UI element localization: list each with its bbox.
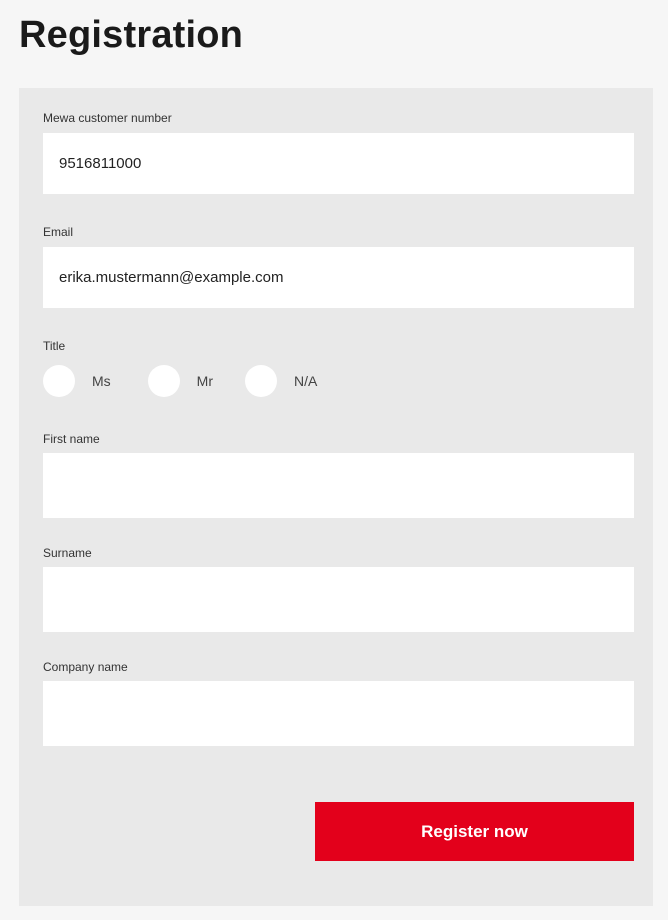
radio-mr-label: Mr bbox=[196, 373, 213, 389]
customer-number-label: Mewa customer number bbox=[43, 111, 172, 125]
surname-label: Surname bbox=[43, 546, 92, 560]
company-name-label: Company name bbox=[43, 660, 128, 674]
title-option-na[interactable] bbox=[245, 365, 317, 397]
radio-mr-circle-icon[interactable] bbox=[148, 365, 180, 397]
radio-ms-circle-icon[interactable] bbox=[43, 365, 75, 397]
first-name-label: First name bbox=[43, 432, 100, 446]
company-name-input[interactable] bbox=[43, 681, 634, 746]
email-input[interactable] bbox=[43, 247, 634, 308]
registration-form-panel bbox=[19, 88, 653, 906]
title-label: Title bbox=[43, 339, 66, 353]
customer-number-input[interactable] bbox=[43, 133, 634, 194]
surname-input[interactable] bbox=[43, 567, 634, 632]
first-name-input[interactable] bbox=[43, 453, 634, 518]
title-option-ms[interactable] bbox=[43, 365, 111, 397]
title-option-mr[interactable] bbox=[148, 365, 213, 397]
register-now-button[interactable]: Register now bbox=[315, 802, 634, 861]
title-radio-group bbox=[43, 364, 317, 398]
radio-ms-label: Ms bbox=[92, 373, 111, 389]
radio-na-label: N/A bbox=[294, 373, 318, 389]
radio-na-circle-icon[interactable] bbox=[245, 365, 277, 397]
email-label: Email bbox=[43, 225, 74, 239]
page-title: Registration bbox=[19, 14, 244, 56]
